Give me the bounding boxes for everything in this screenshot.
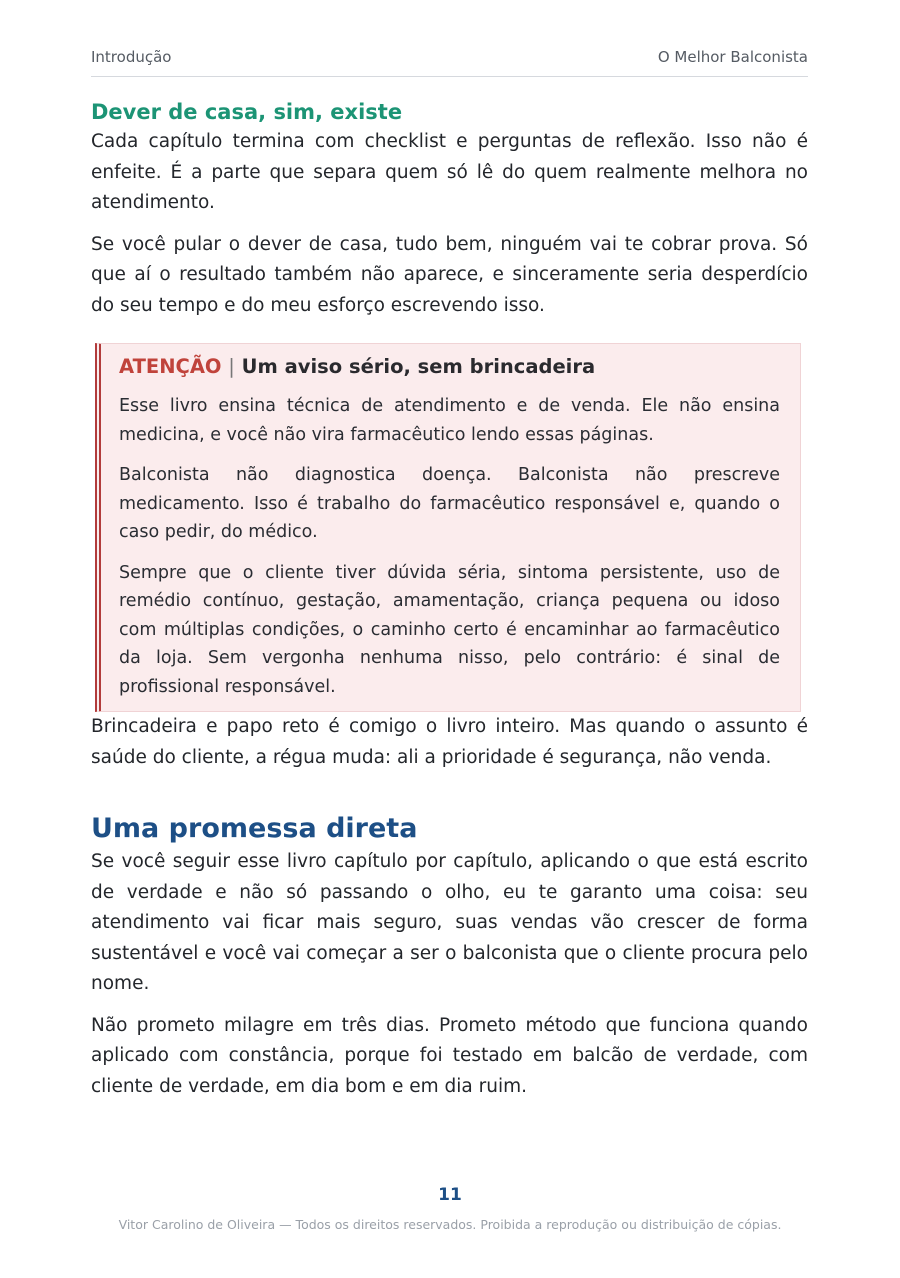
paragraph: Se você pular o dever de casa, tudo bem, ninguém vai te cobrar prova. Só que aí o resultado também não aparece, e sinceramente seria desperdício do seu tempo e do meu esforço escrevendo isso. — [91, 233, 808, 316]
header-chapter: Introdução — [91, 48, 172, 66]
callout-paragraph: Sempre que o cliente tiver dúvida séria, sintoma persistente, uso de remédio contínuo, gestação, amamentação, criança pequena ou idoso com múltiplas condições, o caminho certo é encaminhar ao farmacêutico da loja. Sem vergonha nenhuma nisso, pelo contrário: é sinal de profissional responsável. — [119, 562, 780, 697]
callout-heading: Um aviso sério, sem brincadeira — [241, 355, 596, 378]
page-number: 11 — [438, 1185, 462, 1205]
callout-paragraph: Balconista não diagnostica doença. Balconista não prescreve medicamento. Isso é trabalho do farmacêutico responsável e, quando o caso pedir, do médico. — [119, 465, 780, 542]
page-header — [91, 48, 808, 77]
paragraph: Brincadeira e papo reto é comigo o livro inteiro. Mas quando o assunto é saúde do cliente, a régua muda: ali a prioridade é segurança, não venda. — [91, 716, 808, 768]
header-book-title: O Melhor Balconista — [657, 48, 808, 66]
copyright-footer: Vitor Carolino de Oliveira — Todos os direitos reservados. Proibida a reprodução ou distribuição de cópias. — [118, 1217, 782, 1232]
section-title-promise: Uma promessa direta — [91, 813, 418, 844]
callout-tag: ATENÇÃO — [119, 355, 222, 378]
paragraph: Não prometo milagre em três dias. Prometo método que funciona quando aplicado com constância, porque foi testado em balcão de verdade, com cliente de verdade, em dia bom e em dia ruim. — [91, 1014, 808, 1097]
callout-title — [119, 352, 780, 382]
page-content — [91, 97, 808, 1102]
paragraph: Cada capítulo termina com checklist e perguntas de reflexão. Isso não é enfeite. É a parte que separa quem só lê do quem realmente melhora no atendimento. — [91, 131, 808, 213]
section-title-homework: Dever de casa, sim, existe — [91, 100, 403, 124]
callout-separator: | — [228, 355, 235, 378]
paragraph: Se você seguir esse livro capítulo por capítulo, aplicando o que está escrito de verdade e não só passando o olho, eu te garanto uma coisa: seu atendimento vai ficar mais seguro, suas vendas vão crescer de forma sustentável e você vai começar a ser o balconista que o cliente procura pelo nome. — [91, 851, 808, 994]
callout-paragraph: Esse livro ensina técnica de atendimento e de venda. Ele não ensina medicina, e você não vira farmacêutico lendo essas páginas. — [119, 396, 780, 445]
warning-callout — [95, 343, 801, 712]
